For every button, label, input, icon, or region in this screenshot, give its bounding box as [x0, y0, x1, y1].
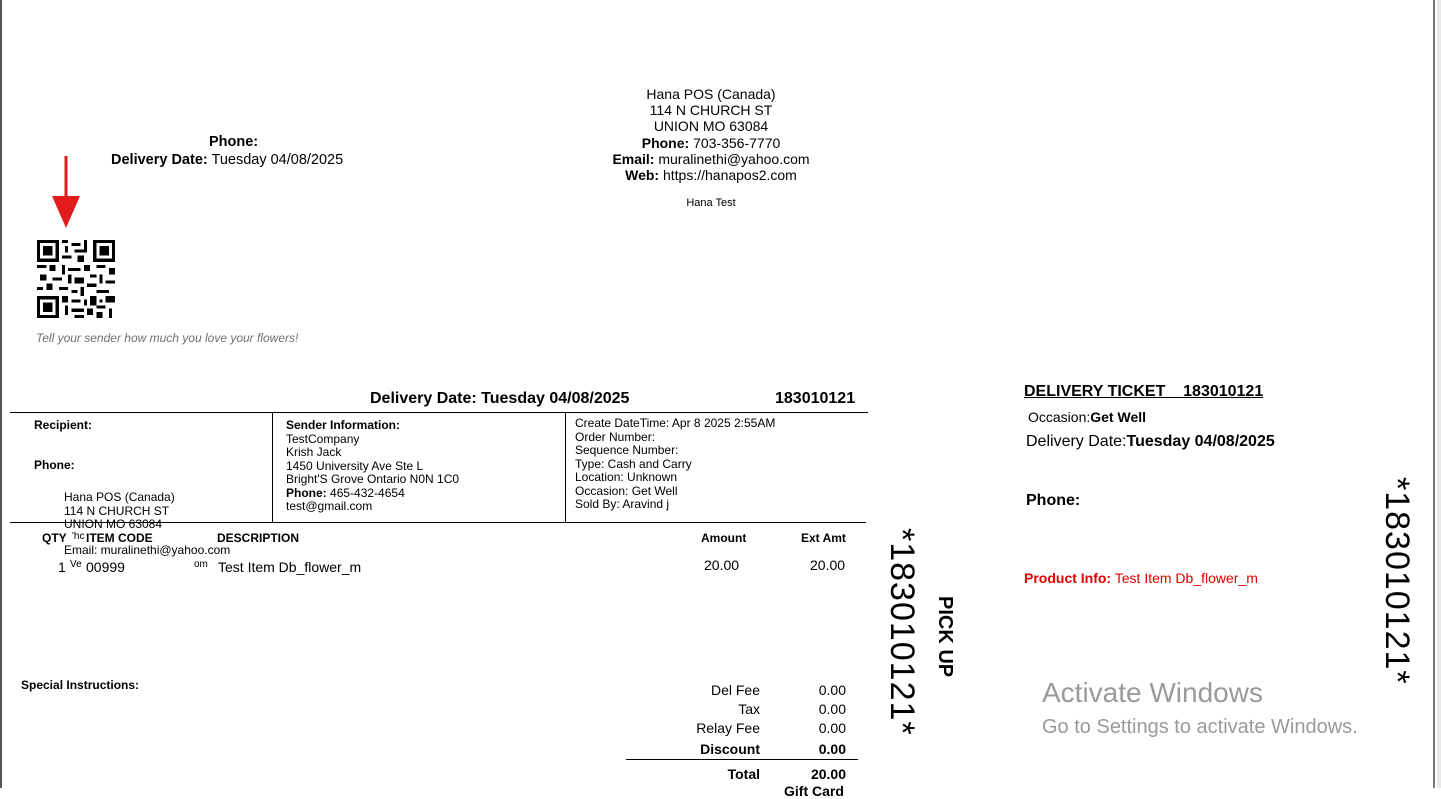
recipient-address: Hana POS (Canada) 114 N CHURCH ST UNION MO 63084: [64, 490, 175, 531]
special-instructions-label: Special Instructions:: [21, 678, 140, 692]
overlap-fragment: Ve: [70, 559, 82, 570]
card-phone-label: Phone:: [209, 134, 259, 150]
card-delivery-date: Delivery Date: Tuesday 04/08/2025: [111, 152, 344, 168]
store-header: [598, 86, 824, 183]
totals-block: Del Fee 0.00 Tax 0.00 Relay Fee 0.00 Discount 0.00: [696, 682, 846, 757]
store-name: Hana POS (Canada): [646, 86, 776, 102]
col-item-code: ITEM CODE: [86, 531, 153, 545]
ticket-barcode-text: *183010121*: [1378, 477, 1416, 685]
activate-windows-title: Activate Windows: [1042, 677, 1263, 708]
overlap-fragment: 'hc: [72, 531, 85, 542]
totals-divider: [626, 759, 858, 760]
order-info: Create DateTime: Apr 8 2025 2:55AM Order Number: Sequence Number: Type: Cash and Carry Location: Unknown Occasion: Get Well Sold By: Aravind j: [575, 416, 776, 511]
column-divider-2: [565, 412, 566, 523]
sender-info: Sender Information: TestCompany Krish Jack 1450 University Ave Ste L Bright'S Grove Ontario N0N 1C0 Phone: 465-432-4654 test@gmail.com: [286, 418, 460, 513]
store-phone: Phone: 703-356-7770: [641, 134, 781, 151]
order-delivery-date: Delivery Date: Tuesday 04/08/2025: [370, 390, 630, 407]
store-address-2: UNION MO 63084: [653, 118, 769, 135]
col-amount: Amount: [701, 531, 747, 545]
store-web: Web: https://hanapos2.com: [625, 167, 797, 184]
barcode-text: *183010121*: [883, 528, 921, 736]
qr-code-icon: [37, 240, 115, 318]
overlap-fragment: om: [194, 559, 208, 570]
col-qty: QTY: [42, 531, 67, 545]
gift-card-label: Gift Card: [784, 783, 844, 799]
ticket-occasion: Occasion:Get Well: [1028, 409, 1147, 425]
col-ext-amt: Ext Amt: [801, 531, 846, 545]
ticket-product-info: Product Info: Test Item Db_flower_m: [1024, 570, 1258, 586]
store-email: Email: muralinethi@yahoo.com: [612, 150, 810, 167]
col-description: DESCRIPTION: [217, 531, 300, 545]
card-tagline: Tell your sender how much you love your flowers!: [36, 331, 299, 345]
activate-windows-subtitle: Go to Settings to activate Windows.: [1042, 716, 1358, 738]
pickup-label: PICK UP: [934, 596, 956, 678]
page-left-border: [0, 0, 2, 788]
ticket-delivery-date: Delivery Date:Tuesday 04/08/2025: [1026, 433, 1275, 450]
recipient-email: Email: muralinethi@yahoo.com: [64, 543, 231, 557]
header-divider: [10, 412, 868, 413]
store-sub-name: Hana Test: [686, 197, 736, 209]
column-divider-1: [272, 412, 273, 523]
recipient-label: Recipient:: [34, 418, 93, 432]
scrollbar-track[interactable]: [1437, 0, 1441, 788]
recipient-phone-label: Phone:: [34, 458, 75, 472]
store-address-1: 114 N CHURCH ST: [649, 102, 773, 119]
ticket-title: DELIVERY TICKET 183010121: [1024, 383, 1264, 400]
total-row: Total 20.00: [727, 766, 846, 782]
page-right-border: [1433, 0, 1435, 788]
order-number: 183010121: [775, 390, 856, 407]
ticket-phone-label: Phone:: [1026, 492, 1081, 509]
red-arrow-down-icon: [50, 154, 82, 230]
